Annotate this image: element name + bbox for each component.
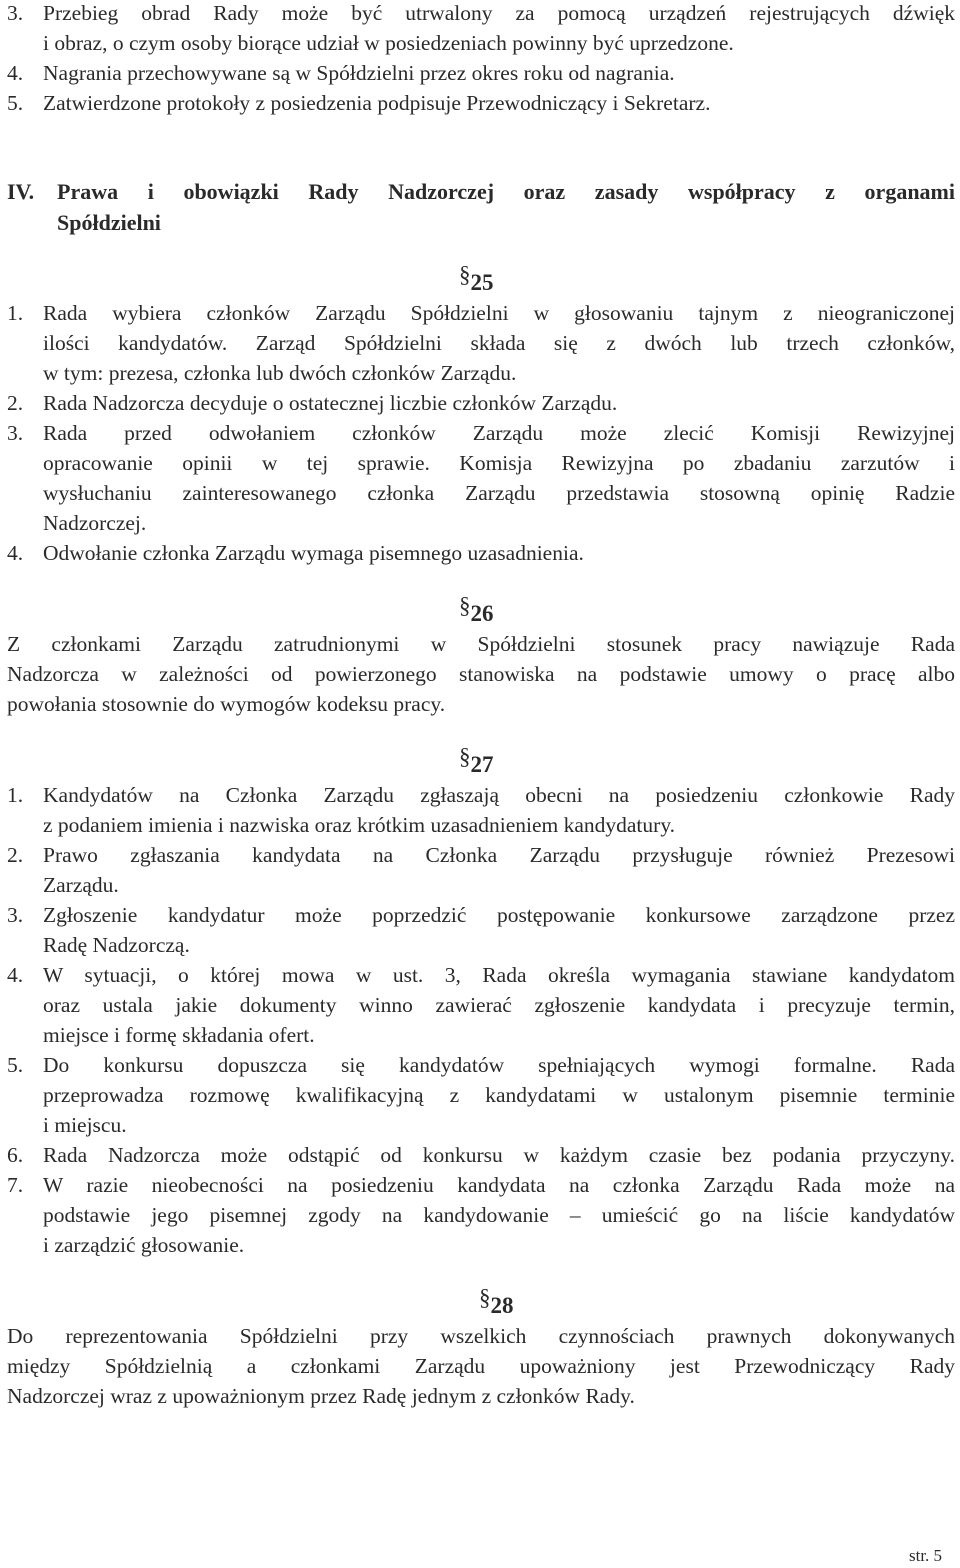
item-number: 6. xyxy=(7,1143,24,1167)
item-text-line: miejsce i formę składania ofert. xyxy=(43,1023,315,1047)
paragraph-text-line: Nadzorczej wraz z upoważnionym przez Radę jednym z członków Rady. xyxy=(7,1384,635,1408)
item-text-line: Prawo zgłaszania kandydata na Członka Zarządu przysługuje również Prezesowi xyxy=(43,843,955,867)
item-text-line: Rada przed odwołaniem członków Zarządu może zlecić Komisji Rewizyjnej xyxy=(43,421,955,445)
paragraph-text-line: powołania stosownie do wymogów kodeksu pracy. xyxy=(7,692,446,716)
item-text-line: W razie nieobecności na posiedzeniu kandydata na członka Zarządu Rada może na xyxy=(43,1173,955,1197)
paragraph-text-line: Z członkami Zarządu zatrudnionymi w Spółdzielni stosunek pracy nawiązuje Rada xyxy=(7,632,955,656)
paragraph-number: 26 xyxy=(470,601,494,626)
item-text-line: Nadzorczej. xyxy=(43,511,147,535)
item-number: 4. xyxy=(7,541,24,565)
item-text-line: Do konkursu dopuszcza się kandydatów spełniających wymogi formalne. Rada xyxy=(43,1053,955,1077)
item-number: 3. xyxy=(7,421,24,445)
paragraph-text-line: Nadzorcza w zależności od powierzonego stanowiska na podstawie umowy o pracę albo xyxy=(7,662,955,686)
item-text-line: W sytuacji, o której mowa w ust. 3, Rada określa wymagania stawiane kandydatom xyxy=(43,963,955,987)
item-number: 7. xyxy=(7,1173,24,1197)
item-number: 2. xyxy=(7,843,24,867)
item-text-line: wysłuchaniu zainteresowanego członka Zarządu przedstawia stosowną opinię Radzie xyxy=(43,481,955,505)
paragraph-symbol: § xyxy=(459,593,471,618)
item-number: 3. xyxy=(7,903,24,927)
paragraph-text-line: między Spółdzielnią a członkami Zarządu upoważniony jest Przewodniczący Rady xyxy=(7,1354,955,1378)
page-number: str. 5 xyxy=(909,1546,943,1565)
item-text-line: opracowanie opinii w tej sprawie. Komisja Rewizyjna po zbadaniu zarzutów i xyxy=(43,451,955,475)
item-text-line: Kandydatów na Członka Zarządu zgłaszają obecni na posiedzeniu członkowie Rady xyxy=(43,783,955,807)
paragraph-heading-27 xyxy=(459,744,494,780)
paragraph-number: 27 xyxy=(470,752,494,777)
item-text-line: z podaniem imienia i nazwiska oraz krótkim uzasadnieniem kandydatury. xyxy=(43,813,676,837)
item-text-line: Rada wybiera członków Zarządu Spółdzielni w głosowaniu tajnym z nieograniczonej xyxy=(43,301,955,325)
paragraph-heading-26 xyxy=(459,593,494,629)
item-text-line: Zgłoszenie kandydatur może poprzedzić postępowanie konkursowe zarządzone przez xyxy=(43,903,955,927)
item-text-line: Radę Nadzorczą. xyxy=(43,933,190,957)
paragraph-symbol: § xyxy=(459,744,471,769)
section-title-line: Prawa i obowiązki Rady Nadzorczej oraz zasady współpracy z organami xyxy=(57,179,955,204)
section-roman-numeral: IV. xyxy=(7,179,35,204)
paragraph-symbol: § xyxy=(459,262,471,287)
item-number: 5. xyxy=(7,1053,24,1077)
item-number: 3. xyxy=(7,1,24,25)
paragraph-text-line: Do reprezentowania Spółdzielni przy wszelkich czynnościach prawnych dokonywanych xyxy=(7,1324,955,1348)
item-text-line: i zarządzić głosowanie. xyxy=(43,1233,245,1257)
item-number: 1. xyxy=(7,783,24,807)
item-text-line: podstawie jego pisemnej zgody na kandydowanie – umieścić go na liście kandydatów xyxy=(43,1203,955,1227)
paragraph-number: 25 xyxy=(470,270,494,295)
paragraph-symbol: § xyxy=(479,1285,491,1310)
item-text-line: ilości kandydatów. Zarząd Spółdzielni składa się z dwóch lub trzech członków, xyxy=(43,331,955,355)
item-number: 5. xyxy=(7,91,24,115)
paragraph-heading-25 xyxy=(459,262,494,298)
paragraph-heading-28 xyxy=(479,1285,514,1321)
item-text-line: Rada Nadzorcza może odstąpić od konkursu w każdym czasie bez podania przyczyny. xyxy=(43,1143,955,1167)
item-text-line: Zarządu. xyxy=(43,873,119,897)
item-text-line: i miejscu. xyxy=(43,1113,127,1137)
item-number: 2. xyxy=(7,391,24,415)
item-number: 4. xyxy=(7,61,24,85)
item-text-line: w tym: prezesa, członka lub dwóch członków Zarządu. xyxy=(43,361,517,385)
section-title-line: Spółdzielni xyxy=(57,210,161,235)
item-text-line: przeprowadza rozmowę kwalifikacyjną z kandydatami w ustalonym pisemnie terminie xyxy=(43,1083,955,1107)
item-text-line: oraz ustala jakie dokumenty winno zawierać zgłoszenie kandydata i precyzuje termin, xyxy=(43,993,955,1017)
item-text-line: Rada Nadzorcza decyduje o ostatecznej liczbie członków Zarządu. xyxy=(43,391,618,415)
item-text-line: Przebieg obrad Rady może być utrwalony za pomocą urządzeń rejestrujących dźwięk xyxy=(43,1,955,25)
item-text-line: Nagrania przechowywane są w Spółdzielni przez okres roku od nagrania. xyxy=(43,61,675,85)
item-number: 4. xyxy=(7,963,24,987)
item-text-line: Odwołanie członka Zarządu wymaga pisemnego uzasadnienia. xyxy=(43,541,584,565)
item-number: 1. xyxy=(7,301,24,325)
paragraph-number: 28 xyxy=(490,1293,514,1318)
item-text-line: i obraz, o czym osoby biorące udział w posiedzeniach powinny być uprzedzone. xyxy=(43,31,734,55)
item-text-line: Zatwierdzone protokoły z posiedzenia podpisuje Przewodniczący i Sekretarz. xyxy=(43,91,711,115)
